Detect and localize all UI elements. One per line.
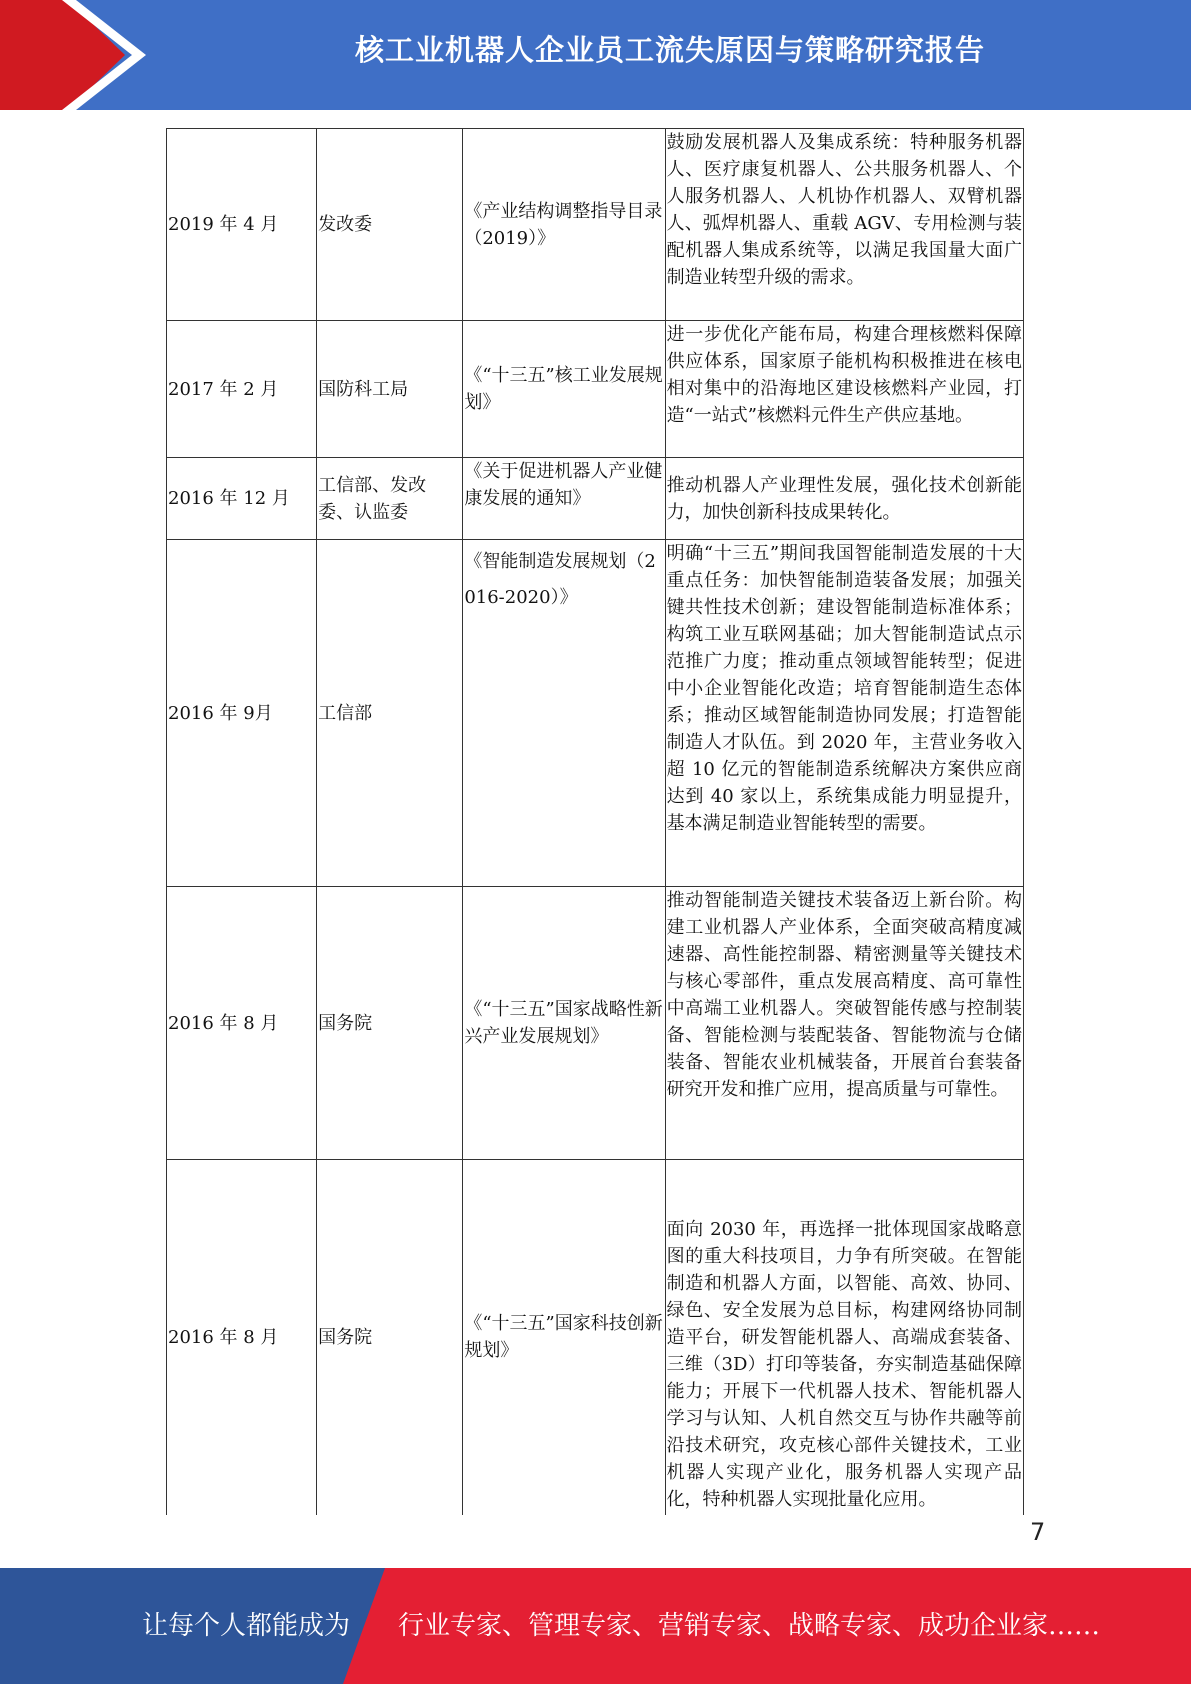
- doc-cell: 《“十三五”国家战略性新兴产业发展规划》: [463, 887, 665, 1160]
- date-cell: 2016 年 9月: [167, 540, 317, 887]
- org-cell: 国防科工局: [317, 321, 463, 458]
- doc-cell: 《“十三五”国家科技创新规划》: [463, 1160, 665, 1515]
- org-cell: 工信部、发改委、认监委: [317, 458, 463, 540]
- policy-table: [166, 128, 1024, 1515]
- org-cell: 国务院: [317, 887, 463, 1160]
- content-cell: 鼓励发展机器人及集成系统：特种服务机器人、医疗康复机器人、公共服务机器人、个人服务机器人、人机协作机器人、双臂机器人、弧焊机器人、重载 AGV、专用检测与装配机器人集成系统等，以满足我国量大面广制造业转型升级的需求。: [665, 129, 1023, 321]
- content-cell: 明确“十三五”期间我国智能制造发展的十大重点任务：加快智能制造装备发展；加强关键共性技术创新；建设智能制造标准体系；构筑工业互联网基础；加大智能制造试点示范推广力度；推动重点领域智能转型；促进中小企业智能化改造；培育智能制造生态体系；推动区域智能制造协同发展；打造智能制造人才队伍。到 2020 年，主营业务收入超 10 亿元的智能制造系统解决方案供应商达到 40 家以上，系统集成能力明显提升，基本满足制造业智能转型的需要。: [665, 540, 1023, 887]
- org-cell: 工信部: [317, 540, 463, 887]
- footer-slogan-right: 行业专家、管理专家、营销专家、战略专家、成功企业家……: [398, 1611, 1101, 1641]
- date-cell: 2016 年 8 月: [167, 887, 317, 1160]
- date-cell: 2017 年 2 月: [167, 321, 317, 458]
- org-cell: 国务院: [317, 1160, 463, 1515]
- footer-slogan-left: 让每个人都能成为: [142, 1611, 351, 1641]
- org-cell: 发改委: [317, 129, 463, 321]
- header-red-arrow: [0, 0, 140, 110]
- report-title: 核工业机器人企业员工流失原因与策略研究报告: [354, 33, 985, 67]
- table-row: [167, 458, 1024, 540]
- date-cell: 2016 年 12 月: [167, 458, 317, 540]
- date-cell: 2019 年 4 月: [167, 129, 317, 321]
- content-cell: 推动智能制造关键技术装备迈上新台阶。构建工业机器人产业体系，全面突破高精度减速器、高性能控制器、精密测量等关键技术与核心零部件，重点发展高精度、高可靠性中高端工业机器人。突破智能传感与控制装备、智能检测与装配装备、智能物流与仓储装备、智能农业机械装备，开展首台套装备研究开发和推广应用，提高质量与可靠性。: [665, 887, 1023, 1160]
- table-row: [167, 321, 1024, 458]
- content-cell: 进一步优化产能布局，构建合理核燃料保障供应体系，国家原子能机构积极推进在核电相对集中的沿海地区建设核燃料产业园，打造“一站式”核燃料元件生产供应基地。: [665, 321, 1023, 458]
- content-cell: 推动机器人产业理性发展，强化技术创新能力，加快创新科技成果转化。: [665, 458, 1023, 540]
- page-footer: [0, 1568, 1191, 1684]
- content-cell: 面向 2030 年，再选择一批体现国家战略意图的重大科技项目，力争有所突破。在智能制造和机器人方面，以智能、高效、协同、绿色、安全发展为总目标，构建网络协同制造平台，研发智能机器人、高端成套装备、三维（3D）打印等装备，夯实制造基础保障能力；开展下一代机器人技术、智能机器人学习与认知、人机自然交互与协作共融等前沿技术研究，攻克核心部件关键技术，工业机器人实现产业化，服务机器人实现产品化，特种机器人实现批量化应用。: [665, 1160, 1023, 1515]
- page-number: 7: [1030, 1518, 1046, 1546]
- doc-cell: 《关于促进机器人产业健康发展的通知》: [463, 458, 665, 540]
- date-cell: 2016 年 8 月: [167, 1160, 317, 1515]
- table-row: [167, 1160, 1024, 1515]
- page-header: [0, 0, 1191, 110]
- doc-cell: 《产业结构调整指导目录（2019）》: [463, 129, 665, 321]
- table-row: [167, 887, 1024, 1160]
- table-row: [167, 129, 1024, 321]
- table-row: [167, 540, 1024, 887]
- doc-cell: 《“十三五”核工业发展规划》: [463, 321, 665, 458]
- doc-cell: 《智能制造发展规划（2016-2020）》: [463, 540, 665, 887]
